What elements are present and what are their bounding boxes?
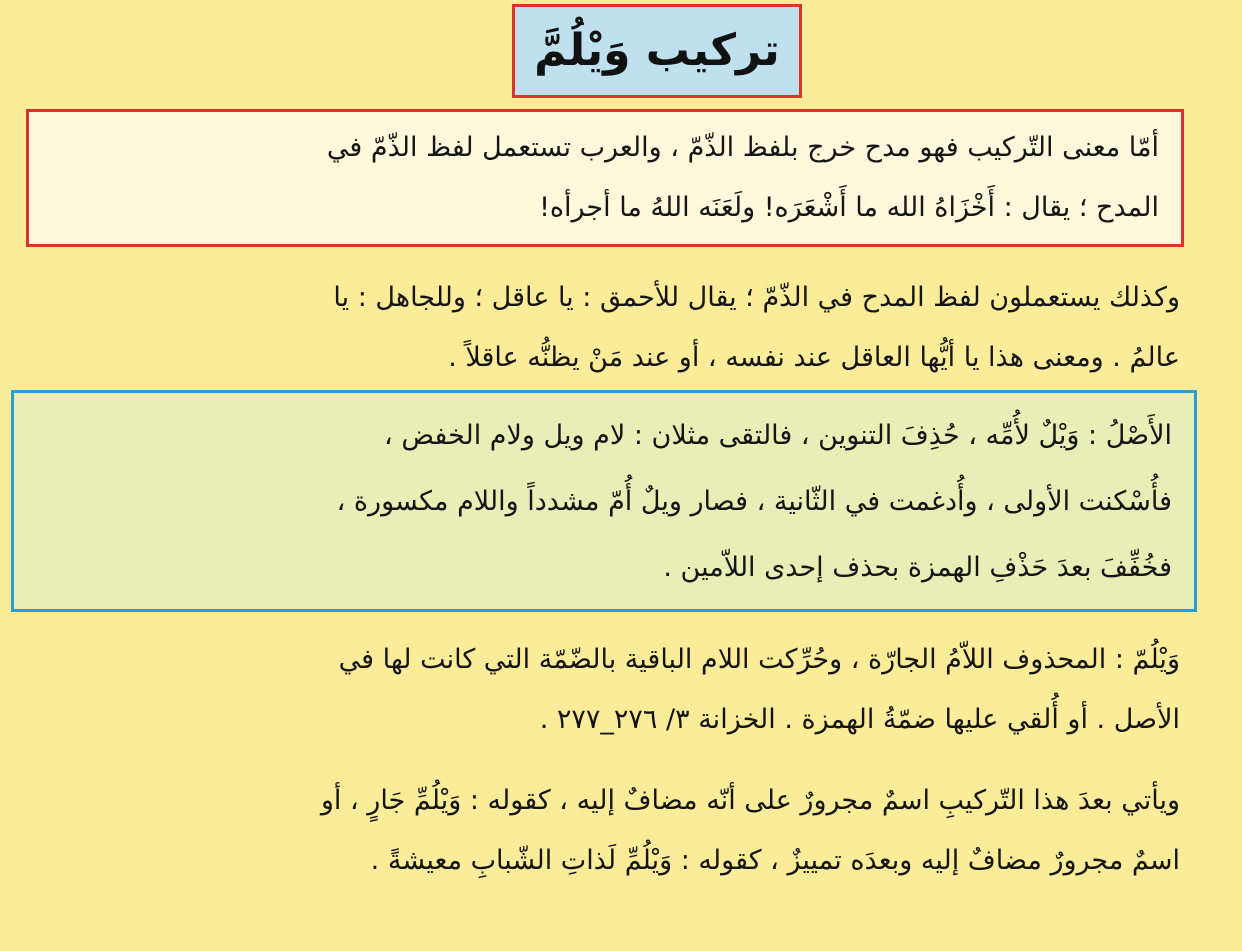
paragraph-1-line-2: عالمُ . ومعنى هذا يا أيُّها العاقل عند نفسه ، أو عند مَنْ يظنُّه عاقلاً .	[448, 342, 1180, 373]
origin-line-3: فخُفِّفَ بعدَ حَذْفِ الهمزة بحذف إحدى اللاّمين .	[663, 552, 1172, 583]
paragraph-3-line-1: ويأتي بعدَ هذا التّركيبِ اسمٌ مجرورٌ على أنّه مضافٌ إليه ، كقوله : وَيْلُمِّ جَارٍ ، أو	[320, 785, 1180, 816]
paragraph-2-line-1: وَيْلُمّ : المحذوف اللاّمُ الجارّة ، وحُرِّكت اللام الباقية بالضّمّة التي كانت لها في	[338, 644, 1180, 675]
definition-line-1: أمّا معنى التّركيب فهو مدح خرج بلفظ الذّمّ ، والعرب تستعمل لفظ الذّمّ في	[326, 132, 1159, 163]
definition-box	[26, 109, 1184, 247]
page-title: تركيب وَيْلُمَّ	[534, 25, 780, 76]
title-box	[512, 4, 802, 98]
origin-line-2: فأُسْكنت الأولى ، وأُدغمت في الثّانية ، فصار ويلٌ أُمّ مشدداً واللام مكسورة ،	[336, 486, 1172, 517]
paragraph-3	[40, 771, 1190, 891]
paragraph-1	[40, 268, 1190, 388]
definition-line-2: المدح ؛ يقال : أَخْزَاهُ الله ما أَشْعَرَه! ولَعَنَه اللهُ ما أجرأه!	[539, 192, 1159, 223]
origin-box	[11, 390, 1197, 612]
paragraph-2	[40, 630, 1190, 750]
paragraph-2-line-2: الأصل . أو أُلقي عليها ضمّةُ الهمزة . الخزانة ٣/ ٢٧٦_٢٧٧ .	[539, 704, 1180, 735]
paragraph-1-line-1: وكذلك يستعملون لفظ المدح في الذّمّ ؛ يقال للأحمق : يا عاقل ؛ وللجاهل : يا	[333, 282, 1180, 313]
origin-line-1: الأَصْلُ : وَيْلٌ لأُمِّه ، حُذِفَ التنوين ، فالتقى مثلان : لام ويل ولام الخفض ،	[384, 420, 1172, 451]
paragraph-3-line-2: اسمٌ مجرورٌ مضافٌ إليه وبعدَه تمييزٌ ، كقوله : وَيْلُمِّ لَذاتِ الشّبابِ معيشةً .	[370, 845, 1180, 876]
